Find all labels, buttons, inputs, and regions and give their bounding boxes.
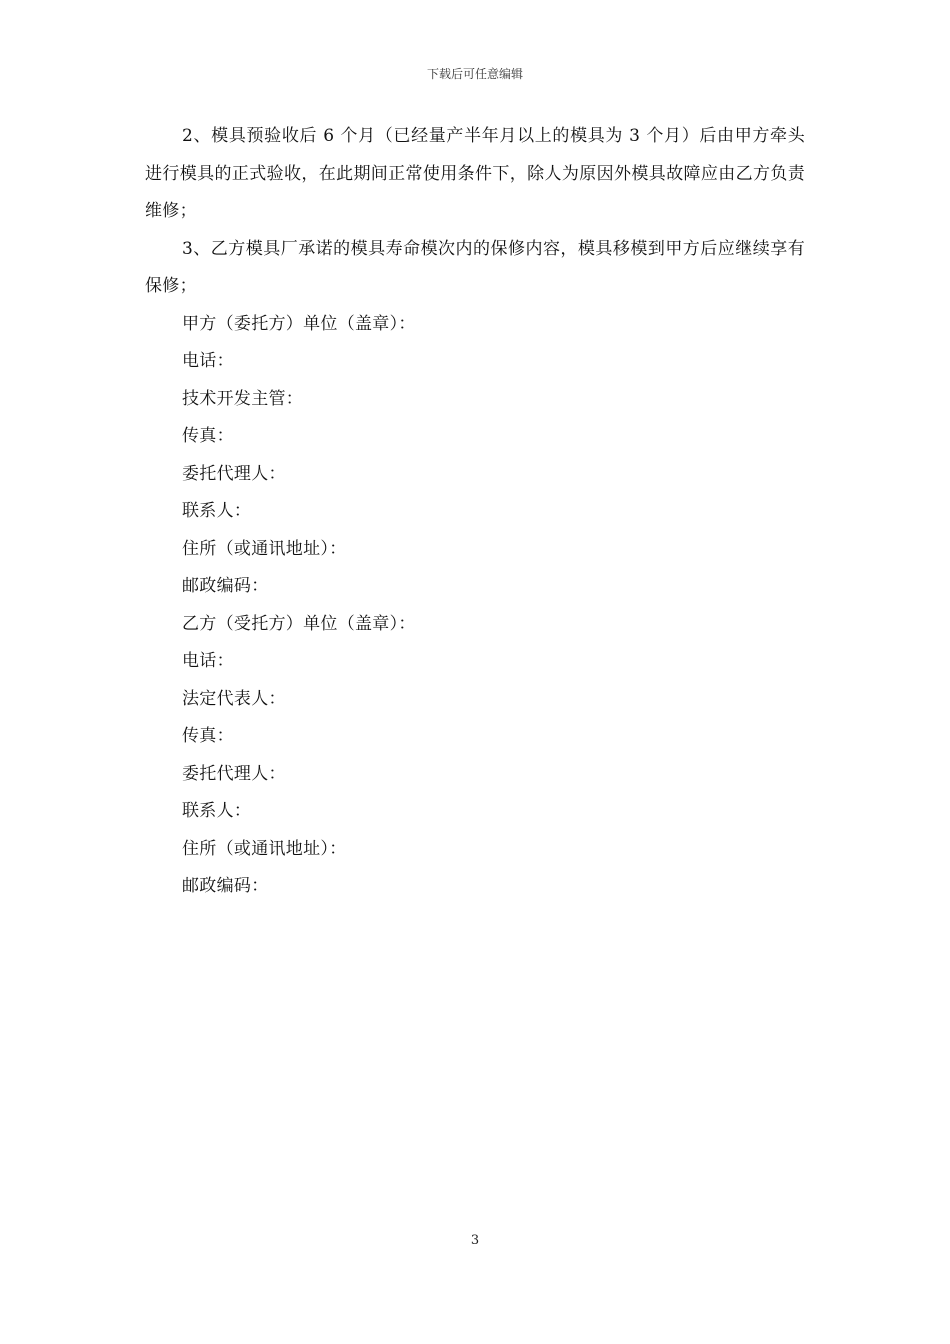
clause-3-paragraph: 3、乙方模具厂承诺的模具寿命模次内的保修内容，模具移模到甲方后应继续享有保修；	[145, 238, 805, 296]
party-b-fax-field: 传真：	[182, 726, 234, 746]
party-a-postcode-field: 邮政编码：	[182, 576, 269, 596]
party-b-legal-rep-field: 法定代表人：	[182, 688, 286, 709]
party-a-agent-field: 委托代理人：	[182, 463, 286, 484]
party-a-tech-manager-field: 技术开发主管：	[182, 388, 304, 409]
party-a-phone-field: 电话：	[182, 351, 234, 371]
clause-2-paragraph: 2、模具预验收后 6 个月（已经量产半年月以上的模具为 3 个月）后由甲方牵头进行模具的正式验收，在此期间正常使用条件下，除人为原因外模具故障应由乙方负责维修；	[145, 126, 805, 221]
party-b-phone-field: 电话：	[182, 651, 234, 671]
document-body	[145, 118, 805, 906]
party-b-contact-field: 联系人：	[182, 801, 252, 821]
party-a-unit-field: 甲方（委托方）单位（盖章）：	[182, 313, 416, 334]
party-a-fax-field: 传真：	[182, 426, 234, 446]
party-b-agent-field: 委托代理人：	[182, 763, 286, 784]
page-header: 下载后可任意编辑	[426, 67, 523, 81]
party-a-signature-block	[145, 306, 805, 606]
party-b-unit-field: 乙方（受托方）单位（盖章）：	[182, 613, 416, 634]
party-a-address-field: 住所（或通讯地址）：	[182, 538, 347, 559]
party-a-contact-field: 联系人：	[182, 501, 252, 521]
party-b-address-field: 住所（或通讯地址）：	[182, 838, 347, 859]
party-b-postcode-field: 邮政编码：	[182, 876, 269, 896]
party-b-signature-block	[145, 606, 805, 906]
page-number: 3	[470, 1233, 480, 1248]
